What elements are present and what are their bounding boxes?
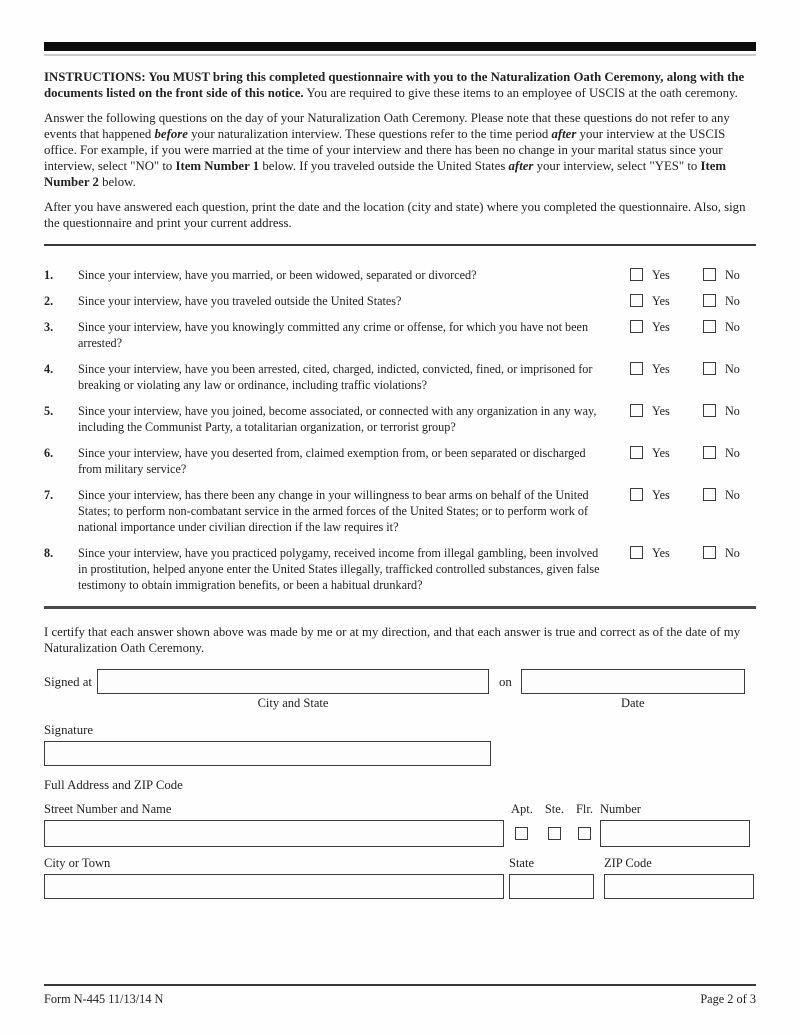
apt-checkbox[interactable] bbox=[515, 827, 528, 840]
question-text: Since your interview, have you traveled outside the United States? bbox=[78, 294, 402, 308]
no-checkbox[interactable] bbox=[703, 546, 716, 559]
question-row bbox=[44, 267, 756, 283]
date-input[interactable] bbox=[521, 669, 745, 694]
yes-option bbox=[630, 293, 703, 309]
question-row bbox=[44, 545, 756, 593]
no-checkbox[interactable] bbox=[703, 404, 716, 417]
street-label: Street Number and Name bbox=[44, 802, 172, 816]
yes-checkbox[interactable] bbox=[630, 362, 643, 375]
question-text: Since your interview, have you practiced polygamy, received income from illegal gambling, been involved in prostitution, helped anyone enter the United States illegally, trafficked controlled substances, given false testimony to obtain immigration benefits, or been a habitual drunkard? bbox=[78, 546, 600, 592]
question-row bbox=[44, 293, 756, 309]
yes-option bbox=[630, 445, 703, 461]
city-label: City or Town bbox=[44, 856, 111, 870]
question-number: 5. bbox=[44, 404, 54, 418]
yes-option bbox=[630, 545, 703, 561]
question-number: 6. bbox=[44, 446, 54, 460]
footer-divider bbox=[44, 984, 756, 986]
city-input[interactable] bbox=[44, 874, 504, 899]
city-state-zip-row bbox=[44, 856, 756, 899]
yes-option bbox=[630, 361, 703, 377]
yes-option bbox=[630, 487, 703, 503]
yes-label: Yes bbox=[652, 294, 670, 308]
yes-option bbox=[630, 319, 703, 335]
yes-checkbox[interactable] bbox=[630, 268, 643, 281]
no-checkbox[interactable] bbox=[703, 294, 716, 307]
signature-label: Signature bbox=[44, 723, 94, 737]
top-black-bar bbox=[44, 42, 756, 51]
no-label: No bbox=[725, 546, 740, 560]
questions-list bbox=[44, 267, 756, 593]
flr-label: Flr. bbox=[575, 802, 593, 816]
signed-at-row bbox=[44, 669, 756, 711]
no-checkbox[interactable] bbox=[703, 446, 716, 459]
no-checkbox[interactable] bbox=[703, 320, 716, 333]
question-text: Since your interview, have you knowingly committed any crime or offense, for which you have not been arrested? bbox=[78, 320, 589, 350]
ste-label: Ste. bbox=[544, 802, 564, 816]
signature-input[interactable] bbox=[44, 741, 491, 766]
after-answering-paragraph: After you have answered each question, print the date and the location (city and state) where you completed the questionnaire. Also, sign the questionnaire and print your current address. bbox=[44, 200, 746, 230]
signed-at-label: Signed at bbox=[44, 675, 92, 689]
yes-checkbox[interactable] bbox=[630, 546, 643, 559]
no-checkbox[interactable] bbox=[703, 362, 716, 375]
page-footer bbox=[44, 984, 756, 1007]
question-text: Since your interview, have you joined, become associated, or connected with any organization in any way, including the Communist Party, a totalitarian organization, or terrorist group? bbox=[78, 404, 597, 434]
state-label: State bbox=[509, 856, 534, 870]
no-label: No bbox=[725, 404, 740, 418]
ste-checkbox[interactable] bbox=[548, 827, 561, 840]
questions-top-divider bbox=[44, 244, 756, 246]
no-option bbox=[703, 545, 756, 561]
yes-checkbox[interactable] bbox=[630, 294, 643, 307]
question-number: 2. bbox=[44, 294, 54, 308]
question-number: 1. bbox=[44, 268, 54, 282]
certification-text: I certify that each answer shown above was made by me or at my direction, and that each answer is true and correct as of the date of my Naturalization Oath Ceremony. bbox=[44, 625, 741, 655]
unit-number-label: Number bbox=[600, 802, 641, 816]
apt-label: Apt. bbox=[511, 802, 533, 816]
no-option bbox=[703, 293, 756, 309]
question-text: Since your interview, have you been arrested, cited, charged, indicted, convicted, fined, or imprisoned for breaking or violating any law or ordinance, including traffic violations? bbox=[78, 362, 593, 392]
question-row bbox=[44, 445, 756, 477]
question-number: 3. bbox=[44, 320, 54, 334]
no-checkbox[interactable] bbox=[703, 488, 716, 501]
yes-label: Yes bbox=[652, 404, 670, 418]
yes-checkbox[interactable] bbox=[630, 488, 643, 501]
instructions-paragraph: INSTRUCTIONS: You MUST bring this completed questionnaire with you to the Naturalization Oath Ceremony, along with the documents listed on the front side of this notice. You are required to give these items to an employee of USCIS at the oath ceremony. bbox=[44, 70, 745, 100]
footer-form-id: Form N-445 11/13/14 N bbox=[44, 992, 164, 1006]
no-option bbox=[703, 319, 756, 335]
yes-option bbox=[630, 267, 703, 283]
no-option bbox=[703, 361, 756, 377]
yes-label: Yes bbox=[652, 320, 670, 334]
question-row bbox=[44, 319, 756, 351]
no-label: No bbox=[725, 362, 740, 376]
no-label: No bbox=[725, 446, 740, 460]
question-row bbox=[44, 487, 756, 535]
question-text: Since your interview, has there been any change in your willingness to bear arms on behalf of the United States; to perform non-combatant service in the armed forces of the United States; or to perform work of national importance under civilian direction if the law requires it? bbox=[78, 488, 589, 534]
no-checkbox[interactable] bbox=[703, 268, 716, 281]
question-row bbox=[44, 403, 756, 435]
yes-checkbox[interactable] bbox=[630, 404, 643, 417]
no-label: No bbox=[725, 488, 740, 502]
full-address-label: Full Address and ZIP Code bbox=[44, 778, 183, 792]
yes-label: Yes bbox=[652, 488, 670, 502]
no-option bbox=[703, 267, 756, 283]
zip-label: ZIP Code bbox=[604, 856, 652, 870]
yes-label: Yes bbox=[652, 362, 670, 376]
yes-checkbox[interactable] bbox=[630, 446, 643, 459]
yes-option bbox=[630, 403, 703, 419]
no-option bbox=[703, 487, 756, 503]
question-number: 4. bbox=[44, 362, 54, 376]
yes-label: Yes bbox=[652, 446, 670, 460]
answer-guidance-paragraph: Answer the following questions on the day of your Naturalization Oath Ceremony. Please note that these questions do not refer to any events that happened before your naturalization interview. These questions refer to the time period after your interview at the USCIS office. For example, if you were married at the time of your interview and there has been no change in your marital status since your interview, select "NO" to Item Number 1 below. If you traveled outside the United States after your interview, select "YES" to Item Number 2 below. bbox=[44, 111, 730, 189]
yes-label: Yes bbox=[652, 546, 670, 560]
no-option bbox=[703, 445, 756, 461]
yes-checkbox[interactable] bbox=[630, 320, 643, 333]
city-state-caption: City and State bbox=[257, 696, 329, 710]
no-label: No bbox=[725, 320, 740, 334]
zip-input[interactable] bbox=[604, 874, 754, 899]
date-caption: Date bbox=[620, 696, 645, 710]
no-label: No bbox=[725, 268, 740, 282]
flr-checkbox[interactable] bbox=[578, 827, 591, 840]
unit-number-input[interactable] bbox=[600, 820, 750, 847]
street-input[interactable] bbox=[44, 820, 504, 847]
street-row bbox=[44, 802, 756, 847]
state-input[interactable] bbox=[509, 874, 594, 899]
on-label: on bbox=[498, 675, 512, 689]
question-number: 8. bbox=[44, 546, 54, 560]
top-bar-shadow bbox=[44, 54, 756, 56]
question-number: 7. bbox=[44, 488, 54, 502]
question-text: Since your interview, have you married, or been widowed, separated or divorced? bbox=[78, 268, 477, 282]
no-label: No bbox=[725, 294, 740, 308]
certification-divider bbox=[44, 606, 756, 609]
question-text: Since your interview, have you deserted from, claimed exemption from, or been separated or discharged from military service? bbox=[78, 446, 586, 476]
yes-label: Yes bbox=[652, 268, 670, 282]
no-option bbox=[703, 403, 756, 419]
city-state-input[interactable] bbox=[97, 669, 489, 694]
question-row bbox=[44, 361, 756, 393]
footer-page-number: Page 2 of 3 bbox=[700, 992, 756, 1006]
